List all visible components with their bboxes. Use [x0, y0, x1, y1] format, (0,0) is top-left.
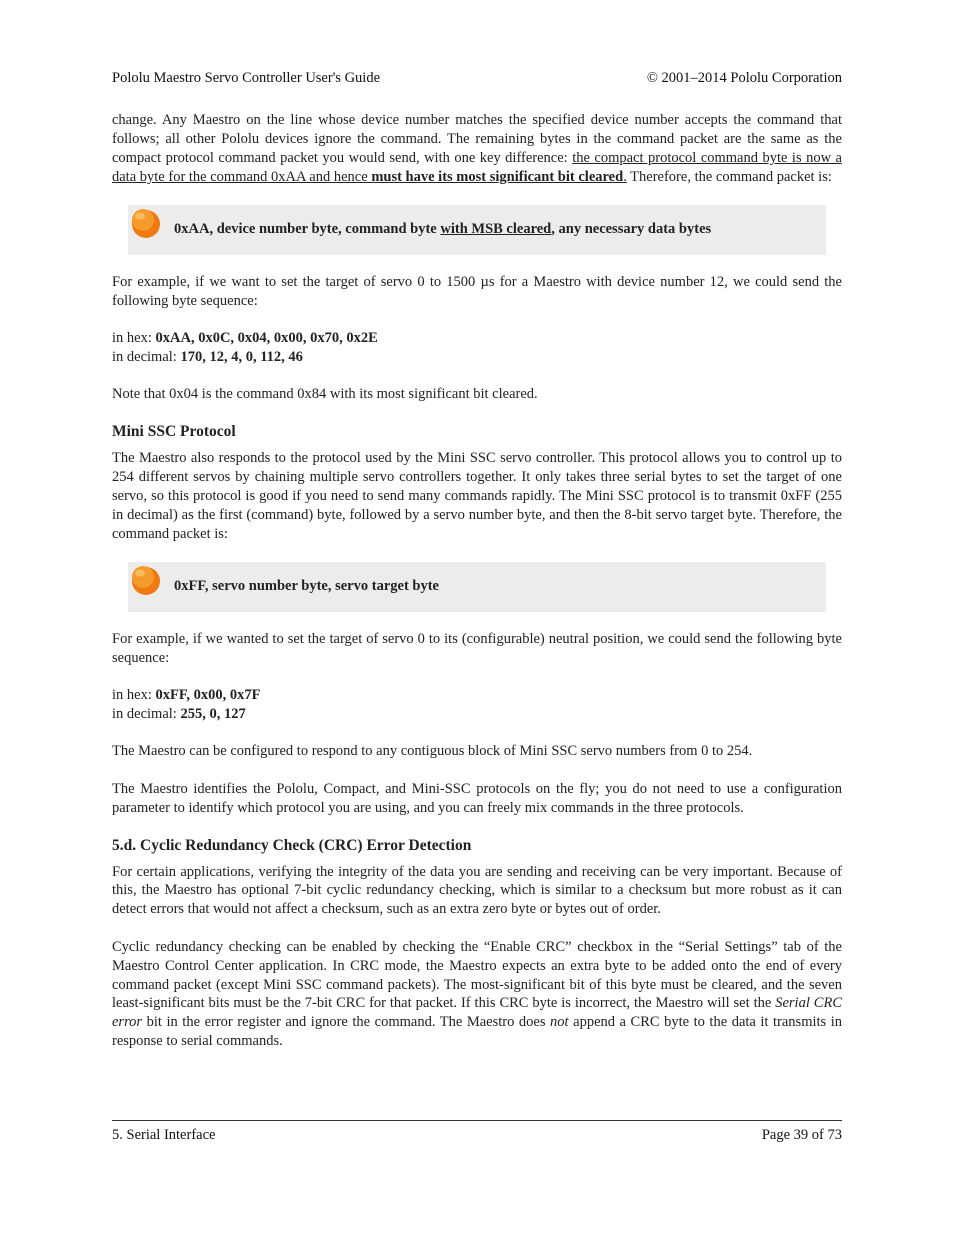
paragraph-crc-details: [112, 938, 842, 1051]
link-msb-cleared[interactable]: must have its most significant bit cleared: [371, 168, 624, 185]
page-content: [112, 111, 842, 1051]
paragraph-example-2: For example, if we wanted to set the target of servo 0 to its (configurable) neutral position, we could send the following byte sequence:: [112, 630, 842, 666]
italic-not: not: [550, 1014, 569, 1031]
hex-value: 0xAA, 0x0C, 0x04, 0x00, 0x70, 0x2E: [155, 329, 378, 346]
page-footer: [112, 1127, 842, 1144]
paragraph-mini-ssc: The Maestro also responds to the protocol used by the Mini SSC servo controller. This protocol allows you to control up to 254 different servos by chaining multiple servo controllers together. It only takes three serial bytes to set the target of one servo, so this protocol is good if you need to send many commands rapidly. The Mini SSC protocol is to transmit 0xFF (255 in decimal) as the first (command) byte, followed by a servo number byte, and then the 8-bit servo target byte. Therefore, the command packet is:: [112, 450, 842, 542]
orange-ball-icon: [128, 205, 162, 239]
paragraph-servo-range: The Maestro can be configured to respond to any contiguous block of Mini SSC servo numbers from 0 to 254.: [112, 743, 753, 760]
label: in decimal:: [112, 705, 181, 722]
decimal-value: 170, 12, 4, 0, 112, 46: [180, 348, 303, 365]
header-title: Pololu Maestro Servo Controller User's Guide: [112, 70, 381, 86]
header-copyright: © 2001–2014 Pololu Corporation: [646, 70, 842, 86]
footer-divider: [112, 1120, 842, 1121]
footer-section: 5. Serial Interface: [112, 1127, 216, 1143]
footer-page-number: Page 39 of 73: [761, 1127, 842, 1143]
note-text: 0xFF, servo number byte, servo target byte: [174, 578, 439, 595]
label: in decimal:: [112, 348, 181, 365]
byte-sequence-hex-1: [112, 329, 842, 348]
paragraph-command-packet: [112, 111, 842, 187]
heading-mini-ssc: Mini SSC Protocol: [112, 423, 236, 441]
byte-sequence-dec-2: [112, 705, 842, 724]
text-span: append a CRC byte to the data it transmits in response to serial commands.: [112, 1014, 842, 1050]
link-period[interactable]: .: [623, 168, 627, 185]
text-span: Therefore, the command packet is:: [626, 168, 832, 185]
paragraph-crc-intro: For certain applications, verifying the integrity of the data you are sending and receiving can be very important. Because of this, the Maestro has optional 7-bit cyclic redundancy checking, which is similar to a checksum but more robust as it can detect errors that would not affect a checksum, such as an extra zero byte or bytes out of order.: [112, 863, 842, 918]
byte-sequence-hex-2: [112, 686, 842, 705]
link-compact-protocol[interactable]: the compact protocol command byte is now a data byte for the command 0xAA and hence: [112, 149, 842, 185]
text-span: Cyclic redundancy checking can be enabled by checking the “Enable CRC” checkbox in the “Serial Settings” tab of the Maestro Control Center application. In CRC mode, the Maestro expects an extra byte to be added onto the end of every command packet (except Mini SSC command packets). The most-significant bit of this byte must be cleared, and the seven least-significant bits must be the 7-bit CRC for that packet. If this CRC byte is incorrect, the Maestro will set the: [112, 938, 842, 1012]
byte-sequence-dec-1: [112, 348, 842, 367]
text-span: bit in the error register and ignore the command. The Maestro does: [142, 1014, 551, 1031]
link-msb-cleared-note[interactable]: with MSB cleared: [440, 221, 552, 238]
page-header: [112, 70, 842, 87]
label: in hex:: [112, 687, 156, 703]
paragraph-protocol-detection: The Maestro identifies the Pololu, Compact, and Mini-SSC protocols on the fly; you do not need to use a configuration parameter to identify which protocol you are using, and you can freely mix commands in the three protocols.: [112, 780, 842, 816]
text-span: change. Any Maestro on the line whose device number matches the specified device number accepts the command that follows; all other Pololu devices ignore the command. The remaining bytes in the command packet are the same as the compact protocol command packet you would send, with one key difference:: [112, 112, 842, 166]
decimal-value: 255, 0, 127: [180, 705, 246, 722]
note-box-mini-ssc-packet: [128, 562, 826, 612]
paragraph-example-1: For example, if we want to set the target of servo 0 to 1500 µs for a Maestro with device number 12, we could send the following byte sequence:: [112, 273, 842, 309]
orange-ball-icon: [128, 562, 162, 596]
heading-crc: 5.d. Cyclic Redundancy Check (CRC) Error Detection: [112, 836, 472, 854]
label: in hex:: [112, 329, 156, 346]
italic-serial-crc-error: Serial CRC error: [112, 995, 842, 1031]
note-box-pololu-packet: [128, 205, 826, 255]
text-span: , any necessary data bytes: [551, 221, 712, 238]
paragraph-note-0x04: Note that 0x04 is the command 0x84 with its most significant bit cleared.: [112, 386, 538, 403]
hex-value: 0xFF, 0x00, 0x7F: [155, 687, 261, 703]
note-text: [174, 221, 711, 238]
text-span: 0xAA, device number byte, command byte: [174, 221, 441, 238]
